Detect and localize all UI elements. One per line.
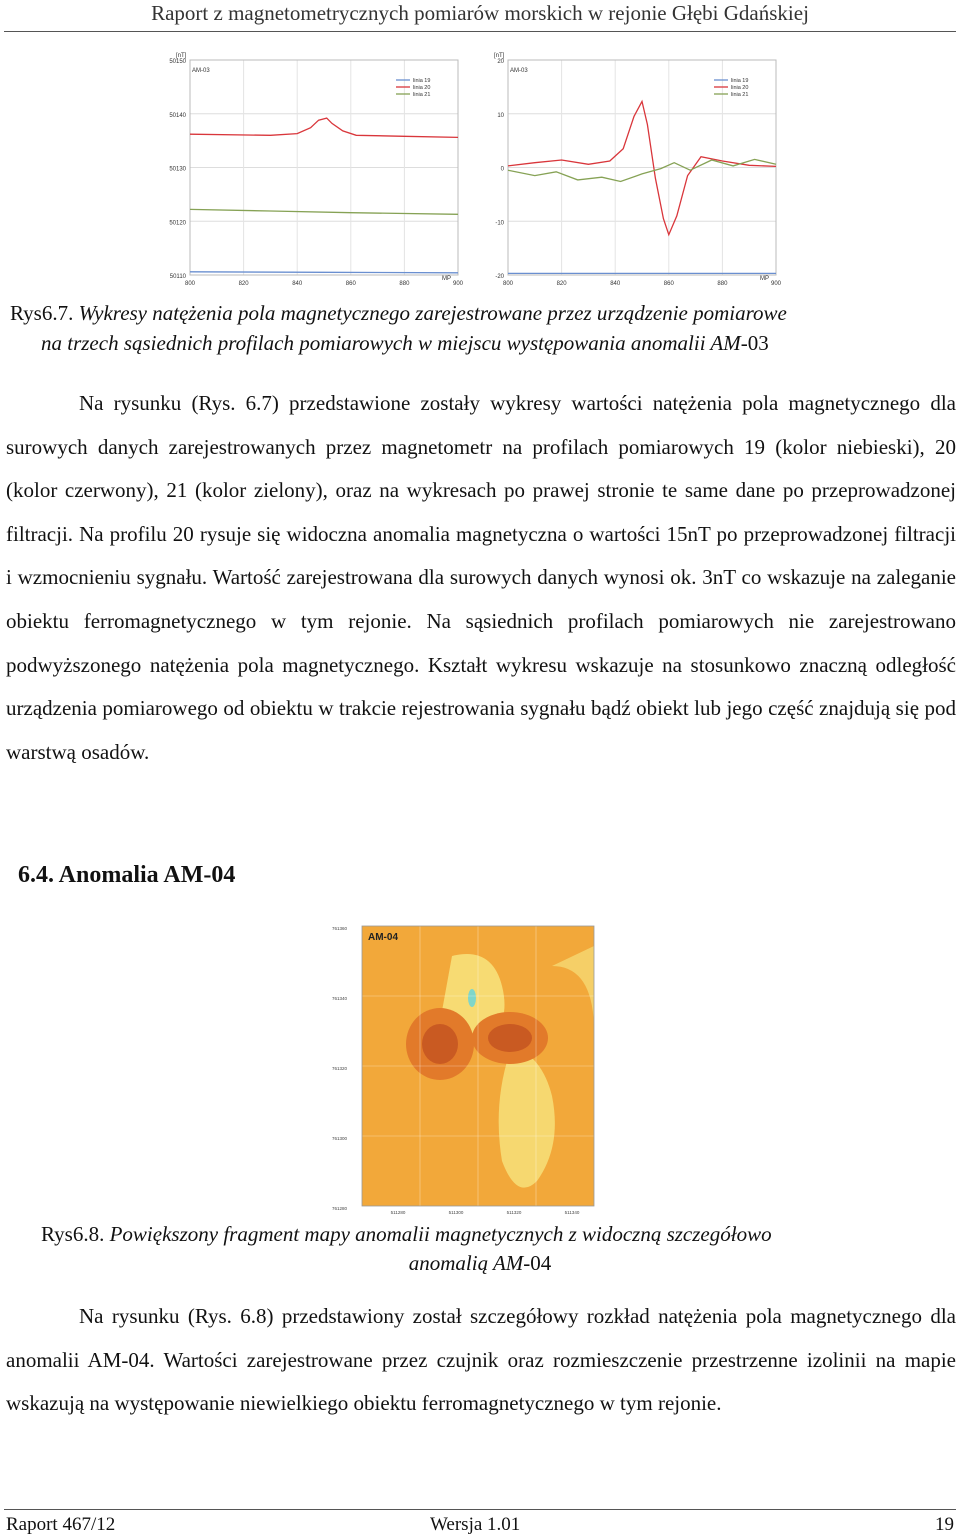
x-tick-label: 900: [452, 281, 464, 287]
chart-label: AM-03: [510, 68, 528, 74]
paragraph-2: Na rysunku (Rys. 6.8) przedstawiony został szczegółowy rozkład natężenia pola magnetycznego dla anomalii AM-04. Wartości zarejestrowane przez czujnik oraz rozmieszczenie przestrzenne izolinii na mapie wskazują na występowanie niewielkiego obiektu ferromagnetycznego w tym rejonie.: [6, 1304, 956, 1416]
x-tick-label: 820: [238, 281, 249, 287]
legend-label: linia 21: [731, 92, 749, 98]
y-tick-label: -10: [495, 220, 504, 227]
x-tick-label: 800: [502, 281, 514, 287]
x-unit-label: MP: [442, 276, 451, 282]
chart-raw-am03: [160, 48, 475, 293]
chart-label: AM-03: [192, 68, 210, 74]
y-tick-label: 0: [500, 166, 504, 173]
legend-label: linia 19: [731, 78, 749, 84]
series-line-linia-20: [190, 118, 458, 137]
anomaly-spot: [468, 989, 476, 1007]
series-line-linia-19: [190, 272, 458, 273]
y-tick-label: 50110: [169, 274, 186, 280]
paragraph-1: Na rysunku (Rys. 6.7) przedstawione zostały wykresy wartości natężenia pola magnetycznego dla surowych danych zarejestrowanych przez magnetometr na profilach pomiarowych 19 (kolor niebieski), 20 (kolor czerwony), 21 (kolor zielony), oraz na wykresach po prawej stronie te same dane po przeprowadzonej filtracji. Na profilu 20 rysuje się widoczna anomalia magnetyczna o wartości 15nT po przeprowadzonej filtracji i wzmocnieniu sygnału. Wartość zarejestrowana dla surowych danych wynosi ok. 3nT co wskazuje na zaleganie obiektu ferromagnetycznego w tym rejonie. Na sąsiednich profilach pomiarowych nie zarejestrowano podwyższonego natężenia pola magnetycznego. Kształt wykresu wskazuje na stosunkowo znaczną odległość urządzenia pomiarowego od obiektu w trakcie rejestrowania sygnału bądź obiekt lub jego część znajdują się pod warstwą osadów.: [6, 391, 956, 764]
map-y-tick: 761320: [332, 1066, 348, 1071]
peak-field-zone: [422, 1024, 458, 1064]
x-tick-label: 860: [663, 281, 674, 287]
map-y-tick: 761360: [332, 926, 348, 931]
y-unit-label: [nT]: [176, 53, 187, 59]
legend-label: linia 20: [413, 85, 431, 91]
figure1-caption-suffix: -03: [740, 331, 769, 355]
footer-page-number: 19: [935, 1514, 954, 1535]
header-divider: [4, 31, 956, 32]
map-x-tick: 511320: [506, 1210, 522, 1215]
y-tick-label: 50120: [169, 220, 186, 227]
figure1-caption-text-line2: na trzech sąsiednich profilach pomiarowych w miejscu występowania anomalii AM: [41, 331, 741, 355]
legend-label: linia 19: [413, 78, 431, 84]
map-y-tick: 761300: [332, 1136, 348, 1141]
footer-divider: [4, 1509, 956, 1510]
figure2-caption-number: Rys6.8.: [41, 1222, 105, 1246]
figure1-caption-text: Wykresy natężenia pola magnetycznego zarejestrowane przez urządzenie pomiarowe: [78, 301, 787, 325]
anomaly-map-am04: [330, 918, 630, 1218]
figure2-caption-text: Powiększony fragment mapy anomalii magnetycznych z widoczną szczegółowo: [109, 1222, 772, 1246]
x-tick-label: 880: [399, 281, 410, 287]
figure1-caption-line2: [41, 325, 956, 361]
x-tick-label: 900: [770, 281, 782, 287]
y-tick-label: 50140: [169, 112, 186, 119]
map-y-tick: 761280: [332, 1206, 348, 1211]
x-tick-label: 800: [184, 281, 196, 287]
x-tick-label: 860: [345, 281, 356, 287]
legend-label: linia 21: [413, 92, 431, 98]
map-x-tick: 511280: [390, 1210, 406, 1215]
y-tick-label: 20: [497, 59, 504, 65]
figure2-caption-suffix: -04: [523, 1251, 552, 1275]
page-header: Raport z magnetometrycznych pomiarów morskich w rejonie Głębi Gdańskiej: [151, 1, 809, 25]
figure2-caption-text-line2: anomalią AM: [408, 1251, 524, 1275]
map-x-tick: 511340: [564, 1210, 580, 1215]
map-x-tick: 511300: [448, 1210, 464, 1215]
x-tick-label: 880: [717, 281, 728, 287]
y-unit-label: [nT]: [494, 53, 505, 59]
x-tick-label: 820: [556, 281, 567, 287]
x-tick-label: 840: [292, 281, 303, 287]
figure1-caption-number: Rys6.7.: [10, 301, 74, 325]
x-tick-label: 840: [610, 281, 621, 287]
chart-filtered-am03: [478, 48, 796, 293]
y-tick-label: 50150: [169, 59, 186, 65]
y-tick-label: -20: [495, 274, 504, 280]
footer-report-number: Raport 467/12: [6, 1514, 116, 1535]
section-heading: 6.4. Anomalia AM-04: [18, 862, 236, 888]
y-tick-label: 10: [497, 112, 504, 119]
figure2-caption-line2: [0, 1245, 960, 1281]
footer-version: Wersja 1.01: [430, 1514, 521, 1535]
x-unit-label: MP: [760, 276, 769, 282]
map-y-tick: 761340: [332, 996, 348, 1001]
y-tick-label: 50130: [169, 166, 186, 173]
legend-label: linia 20: [731, 85, 749, 91]
peak-field-zone: [488, 1024, 532, 1052]
series-line-linia-20: [508, 101, 776, 234]
series-line-linia-21: [190, 209, 458, 214]
map-label: AM-04: [368, 932, 399, 943]
